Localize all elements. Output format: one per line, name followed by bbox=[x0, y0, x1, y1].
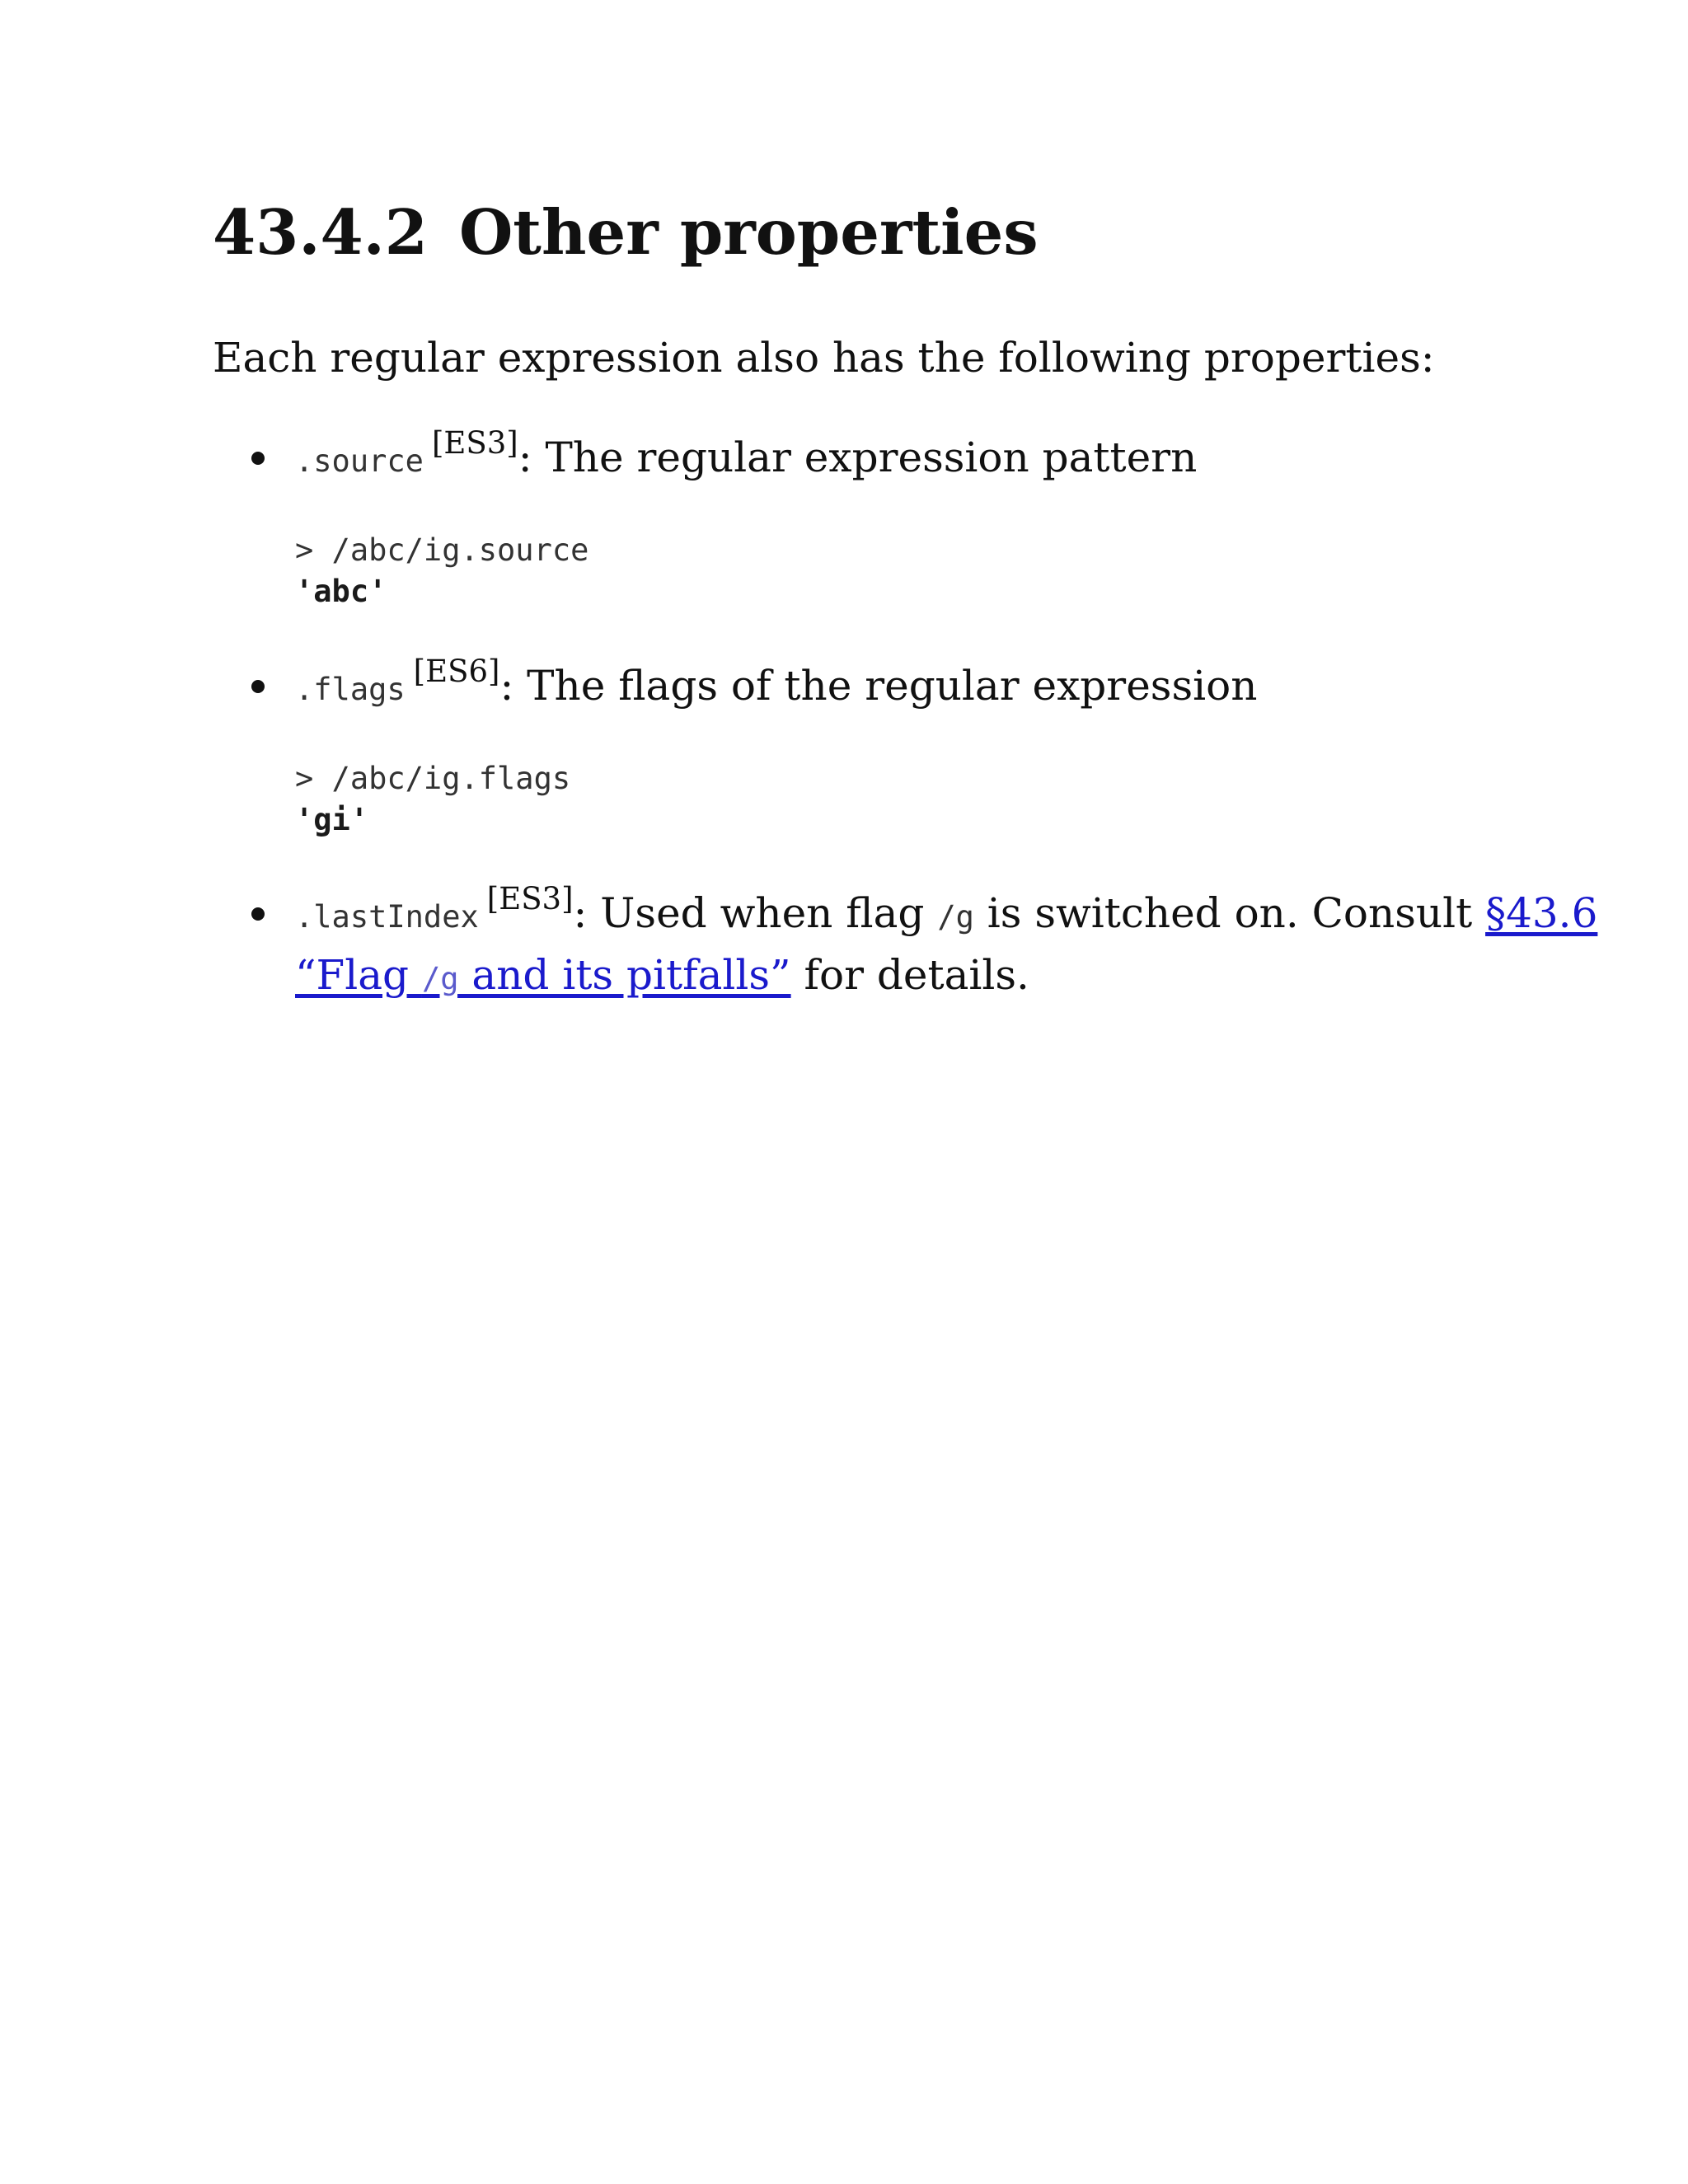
repl-output: 'gi' bbox=[295, 802, 369, 837]
property-name: .flags bbox=[295, 672, 406, 707]
property-name: .source bbox=[295, 443, 424, 479]
list-item-flags bbox=[295, 655, 1257, 720]
repl-output: 'abc' bbox=[295, 574, 387, 609]
version-badge: [ES3] bbox=[431, 425, 518, 461]
link-title-open: “Flag bbox=[295, 951, 422, 999]
list-item-lastindex-line2 bbox=[295, 944, 1029, 1010]
intro-paragraph: Each regular expression also has the following properties: bbox=[213, 334, 1435, 382]
section-number: 43.4.2 bbox=[213, 196, 428, 269]
list-item-lastindex bbox=[295, 883, 1597, 948]
property-description-end: for details. bbox=[790, 951, 1029, 999]
property-name: .lastIndex bbox=[295, 899, 479, 935]
flag-code: /g bbox=[937, 899, 974, 935]
repl-example-flags bbox=[295, 758, 570, 841]
section-link-title[interactable] bbox=[295, 951, 791, 999]
property-description: : The regular expression pattern bbox=[518, 434, 1198, 481]
section-title: Other properties bbox=[458, 196, 1039, 269]
link-title-code: /g bbox=[421, 961, 459, 996]
repl-input: > /abc/ig.flags bbox=[295, 761, 571, 796]
bullet-icon bbox=[251, 427, 266, 489]
version-badge: [ES3] bbox=[486, 881, 574, 916]
repl-example-source bbox=[295, 530, 588, 612]
property-description: : Used when flag bbox=[573, 889, 938, 937]
property-description: : The flags of the regular expression bbox=[499, 662, 1258, 710]
list-item-source bbox=[295, 427, 1197, 492]
section-link-number[interactable]: §43.6 bbox=[1485, 889, 1598, 937]
property-description-cont: is switched on. Consult bbox=[973, 889, 1486, 937]
version-badge: [ES6] bbox=[413, 654, 500, 689]
bullet-icon bbox=[251, 655, 266, 717]
bullet-icon bbox=[251, 883, 266, 944]
section-heading bbox=[213, 188, 1039, 277]
repl-input: > /abc/ig.source bbox=[295, 532, 589, 568]
link-title-close: and its pitfalls” bbox=[458, 951, 791, 999]
